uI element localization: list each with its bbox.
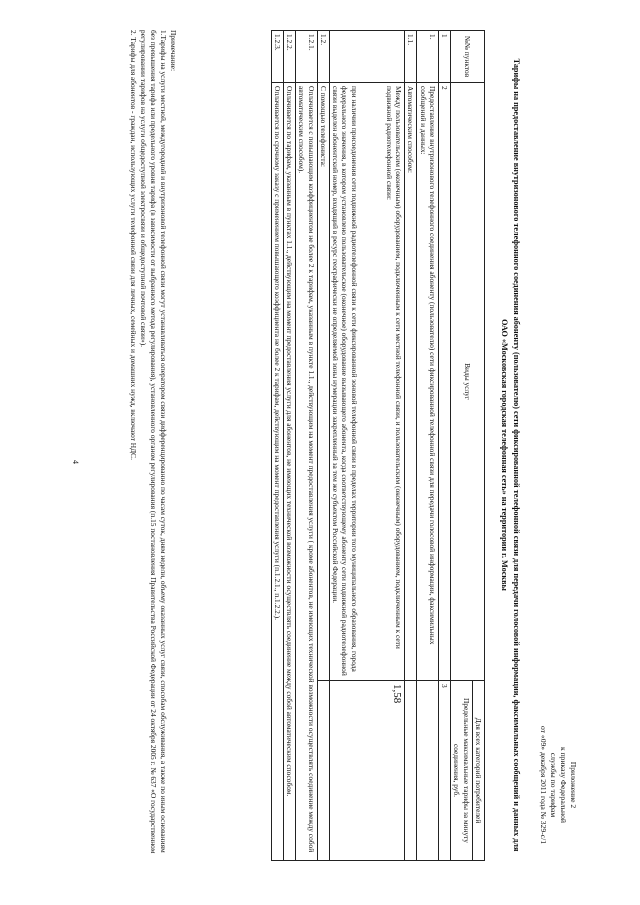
notes-heading: Примечание: [169, 30, 178, 72]
row-text [330, 83, 405, 681]
index-cell: 2 [439, 83, 451, 681]
row-text: Предоставление внутризонового телефонного соединения абоненту (пользователю) сети фиксированной телефонной связи для передачи голосовой информации, факсимильных сообщений и данных: [417, 83, 439, 681]
index-cell: 1 [439, 31, 451, 83]
appendix-date: от «09» декабря 2011 года № 329-с/1 [539, 725, 549, 844]
row-value [417, 681, 439, 861]
table-row [417, 31, 439, 861]
row-text-part: Между пользовательским (оконечным) оборудованием, подключенным к сети местной телефонной связи, и пользовательским (оконечным) оборудованием, подключенным к сети подвижной радиотелефонной связи: [385, 86, 404, 649]
row-num: 1.2.1. [296, 31, 318, 83]
row-text: Оплачивается по тарифам, указанным в пунктах 1.1., действующим на момент предоставления услуги для абонентов, не имеющих технической возможности осуществлять соединение между собой автоматическим способом. [284, 83, 296, 861]
row-num: 1.1. [405, 31, 417, 83]
note-item: 2. Тарифы для абонентов - граждан, использующих услуги телефонной связи для личных, семейных и домашних нужд, включают НДС. [129, 30, 139, 460]
row-value [317, 681, 329, 861]
tariff-table [271, 30, 485, 861]
appendix-line: службы по тарифам [549, 752, 559, 818]
row-value [405, 681, 417, 861]
document-title: Тарифы на предоставление внутризонового телефонного соединения абоненту (пользователю) сети фиксированной телефонной связи для передачи голосовой информации, факсимильных сообщений и данных для ОАО «Московская городская телефонная сеть» на территории г. Москвы [500, 58, 521, 852]
table-row [330, 31, 405, 861]
row-num: 1.2.2. [284, 31, 296, 83]
row-num: 1.2. [317, 31, 329, 83]
note-item: 1.Тарифы на услуги местной, междугородной и внутризоновой телефонной связи могут устанавливаться оператором связи дифференцированно по часам суток, дням недели, объему оказанных услуг связи, способам обслуживания, а также по иным основаниям без превышения тарифа или предельного уровня тарифа (в зависимости от выбранного метода регулирования), установленного органом регулирования (п.15 постановления Правительства Российской Федерации от 24 октября 2005 г. № 637 «О государственном регулировании тарифов на услуги общедоступной электросвязи и общедоступной почтовой связи»). [139, 30, 169, 854]
row-text: С помощью телефониста: [317, 83, 329, 681]
header-tariff: Предельные максимальные тарифы за минуту соединения, руб. [451, 681, 473, 861]
index-cell: 3 [439, 681, 451, 861]
row-num [330, 31, 405, 83]
row-num: 1. [417, 31, 439, 83]
table-row [317, 31, 329, 861]
table-row [271, 31, 283, 861]
page-number: 4 [71, 460, 80, 464]
rotated-document-page [60, 20, 580, 880]
table-row [296, 31, 318, 861]
table-row [284, 31, 296, 861]
tariff-price: 1,58 [330, 681, 405, 861]
header-service: Виды услуг [451, 83, 485, 681]
appendix-line: Приложение 2 [569, 761, 578, 809]
appendix-line: к приказу Федеральной [559, 747, 569, 823]
header-num: №№ пунктов [451, 31, 485, 83]
row-text: Оплачивается по срочному заказу с применением повышающего коэффициента не более 2 к тарифам, действующим на момент предоставления услуги (п.1.2.1., п.1.2.2.). [271, 83, 283, 861]
notes-section [128, 30, 178, 860]
header-all-categories: Для всех категорий потребителей [472, 681, 484, 861]
table-index-row [439, 31, 451, 861]
row-text-part: при наличии присоединения сети подвижной радиотелефонной связи к сети фиксированной зоновой телефонной связи в пределах территории того муниципального образования, города федерального значения, в котором установлено пользовательское (оконечное) оборудование вызывающего абонента, когда соответствующему абоненту сети подвижной радиотелефонной связи выделен абонентский номер, входящий в ресурс географически не определяемой зоны нумерации закрепленный за тем же субъектом Российской Федерации. [331, 86, 359, 676]
table-row [405, 31, 417, 861]
table-header-row [472, 31, 484, 861]
appendix-header [539, 710, 578, 860]
row-num: 1.2.3. [271, 31, 283, 83]
row-text: Оплачивается с повышающим коэффициентом не более 2 к тарифам, указанным в пункте 1.1., действующим на момент предоставления услуги ( кроме абонентов, не имеющих технической возможности осуществлять соединение между собой автоматическим способом). [296, 83, 318, 861]
row-text: Автоматическим способом: [405, 83, 417, 681]
